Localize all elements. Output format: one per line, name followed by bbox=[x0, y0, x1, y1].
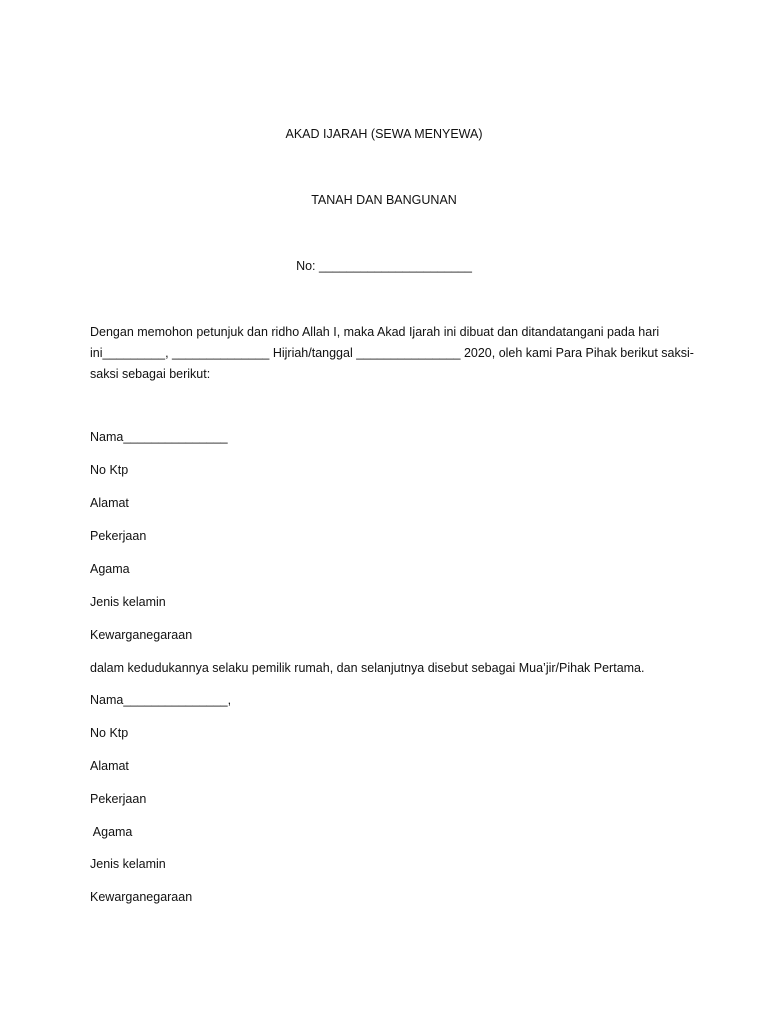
party-one-jenis-kelamin: Jenis kelamin bbox=[90, 595, 166, 609]
party-two-kewarganegaraan: Kewarganegaraan bbox=[90, 890, 193, 904]
document-title: AKAD IJARAH (SEWA MENYEWA) bbox=[285, 127, 483, 141]
party-two-alamat: Alamat bbox=[90, 759, 129, 773]
intro-line-3: saksi sebagai berikut: bbox=[90, 367, 211, 381]
party-two-agama: Agama bbox=[90, 825, 133, 839]
document-subtitle: TANAH DAN BANGUNAN bbox=[311, 193, 457, 207]
intro-line-2: ini_________, ______________ Hijriah/tanggal _______________ 2020, oleh kami Para Pihak berikut saksi- bbox=[90, 346, 694, 360]
party-one-nama: Nama_______________ bbox=[90, 430, 228, 444]
party-one-kewarganegaraan: Kewarganegaraan bbox=[90, 628, 193, 642]
document-number-line: No: ______________________ bbox=[296, 259, 472, 273]
party-one-agama: Agama bbox=[90, 562, 130, 576]
party-two-jenis-kelamin: Jenis kelamin bbox=[90, 857, 166, 871]
party-one-alamat: Alamat bbox=[90, 496, 129, 510]
intro-paragraph bbox=[90, 322, 694, 385]
intro-line-1: Dengan memohon petunjuk dan ridho Allah I, maka Akad Ijarah ini dibuat dan ditandatangani pada hari bbox=[90, 325, 660, 339]
party-one-pekerjaan: Pekerjaan bbox=[90, 529, 147, 543]
party-one-role-statement: dalam kedudukannya selaku pemilik rumah, dan selanjutnya disebut sebagai Mua’jir/Pihak Pertama. bbox=[90, 661, 645, 675]
party-two-no-ktp: No Ktp bbox=[90, 726, 129, 740]
party-two-pekerjaan: Pekerjaan bbox=[90, 792, 147, 806]
party-one-no-ktp: No Ktp bbox=[90, 463, 129, 477]
party-two-nama: Nama_______________, bbox=[90, 693, 232, 707]
